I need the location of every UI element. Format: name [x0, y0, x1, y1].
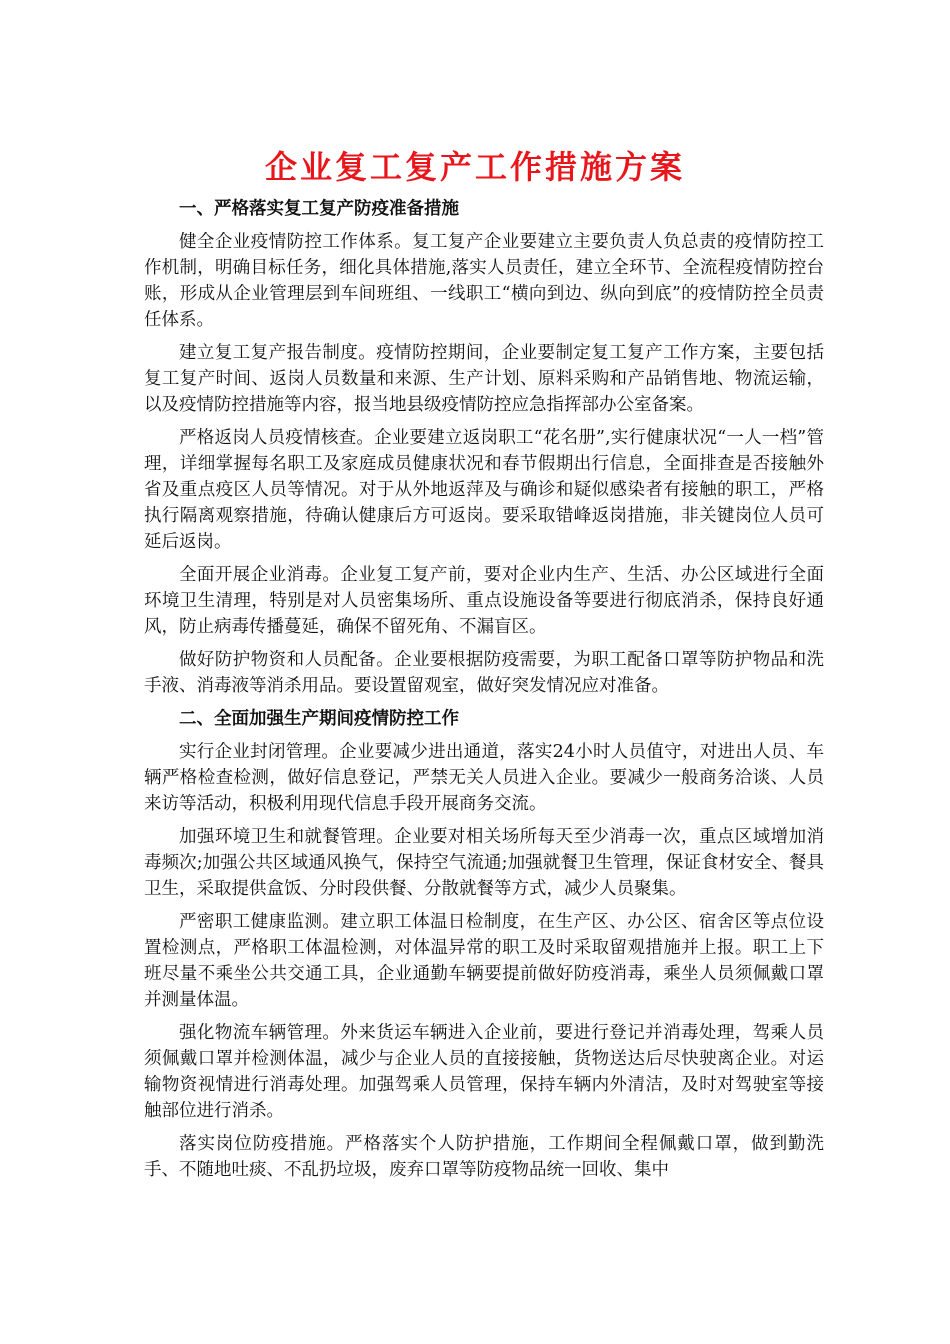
paragraph: 落实岗位防疫措施。严格落实个人防护措施，工作期间全程佩戴口罩，做到勤洗手、不随地吐痰、不乱扔垃圾，废弃口罩等防疫物品统一回收、集中	[144, 1134, 824, 1180]
paragraph: 严密职工健康监测。建立职工体温日检制度，在生产区、办公区、宿舍区等点位设置检测点，严格职工体温检测，对体温异常的职工及时采取留观措施并上报。职工上下班尽量不乘坐公共交通工具，企业通勤车辆要提前做好防疫消毒，乘坐人员须佩戴口罩并测量体温。	[144, 912, 824, 1010]
section-heading: 二、全面加强生产期间疫情防控工作	[179, 709, 459, 729]
section-heading: 一、严格落实复工复产防疫准备措施	[179, 199, 459, 219]
paragraph: 实行企业封闭管理。企业要减少进出通道，落实24小时人员值守，对进出人员、车辆严格检查检测，做好信息登记，严禁无关人员进入企业。要减少一般商务洽谈、人员来访等活动，积极利用现代信息手段开展商务交流。	[144, 742, 824, 814]
document-title: 企业复工复产工作措施方案	[264, 148, 685, 186]
paragraph: 强化物流车辆管理。外来货运车辆进入企业前，要进行登记并消毒处理，驾乘人员须佩戴口罩并检测体温，减少与企业人员的直接接触，货物送达后尽快驶离企业。对运输物资视情进行消毒处理。加强驾乘人员管理，保持车辆内外清洁，及时对驾驶室等接触部位进行消杀。	[144, 1023, 824, 1121]
paragraph: 做好防护物资和人员配备。企业要根据防疫需要，为职工配备口罩等防护物品和洗手液、消毒液等消杀用品。要设置留观室，做好突发情况应对准备。	[144, 650, 824, 696]
paragraph: 严格返岗人员疫情核查。企业要建立返岗职工“花名册”,实行健康状况“一人一档”管理，详细掌握每名职工及家庭成员健康状况和春节假期出行信息，全面排查是否接触外省及重点疫区人员等情况。对于从外地返萍及与确诊和疑似感染者有接触的职工，严格执行隔离观察措施，待确认健康后方可返岗。要采取错峰返岗措施，非关键岗位人员可延后返岗。	[144, 428, 824, 552]
paragraph: 健全企业疫情防控工作体系。复工复产企业要建立主要负责人负总责的疫情防控工作机制，明确目标任务，细化具体措施,落实人员责任，建立全环节、全流程疫情防控台账，形成从企业管理层到车间班组、一线职工“横向到边、纵向到底”的疫情防控全员责任体系。	[144, 232, 824, 330]
paragraph: 全面开展企业消毒。企业复工复产前，要对企业内生产、生活、办公区域进行全面环境卫生清理，特别是对人员密集场所、重点设施设备等要进行彻底消杀，保持良好通风，防止病毒传播蔓延，确保不留死角、不漏盲区。	[144, 565, 824, 637]
paragraph: 建立复工复产报告制度。疫情防控期间，企业要制定复工复产工作方案，主要包括复工复产时间、返岗人员数量和来源、生产计划、原料采购和产品销售地、物流运输，以及疫情防控措施等内容，报当地县级疫情防控应急指挥部办公室备案。	[144, 343, 824, 415]
paragraph: 加强环境卫生和就餐管理。企业要对相关场所每天至少消毒一次，重点区域增加消毒频次;加强公共区域通风换气，保持空气流通;加强就餐卫生管理，保证食材安全、餐具卫生，采取提供盒饭、分时段供餐、分散就餐等方式，减少人员聚集。	[144, 827, 824, 899]
document-body	[144, 196, 824, 1190]
